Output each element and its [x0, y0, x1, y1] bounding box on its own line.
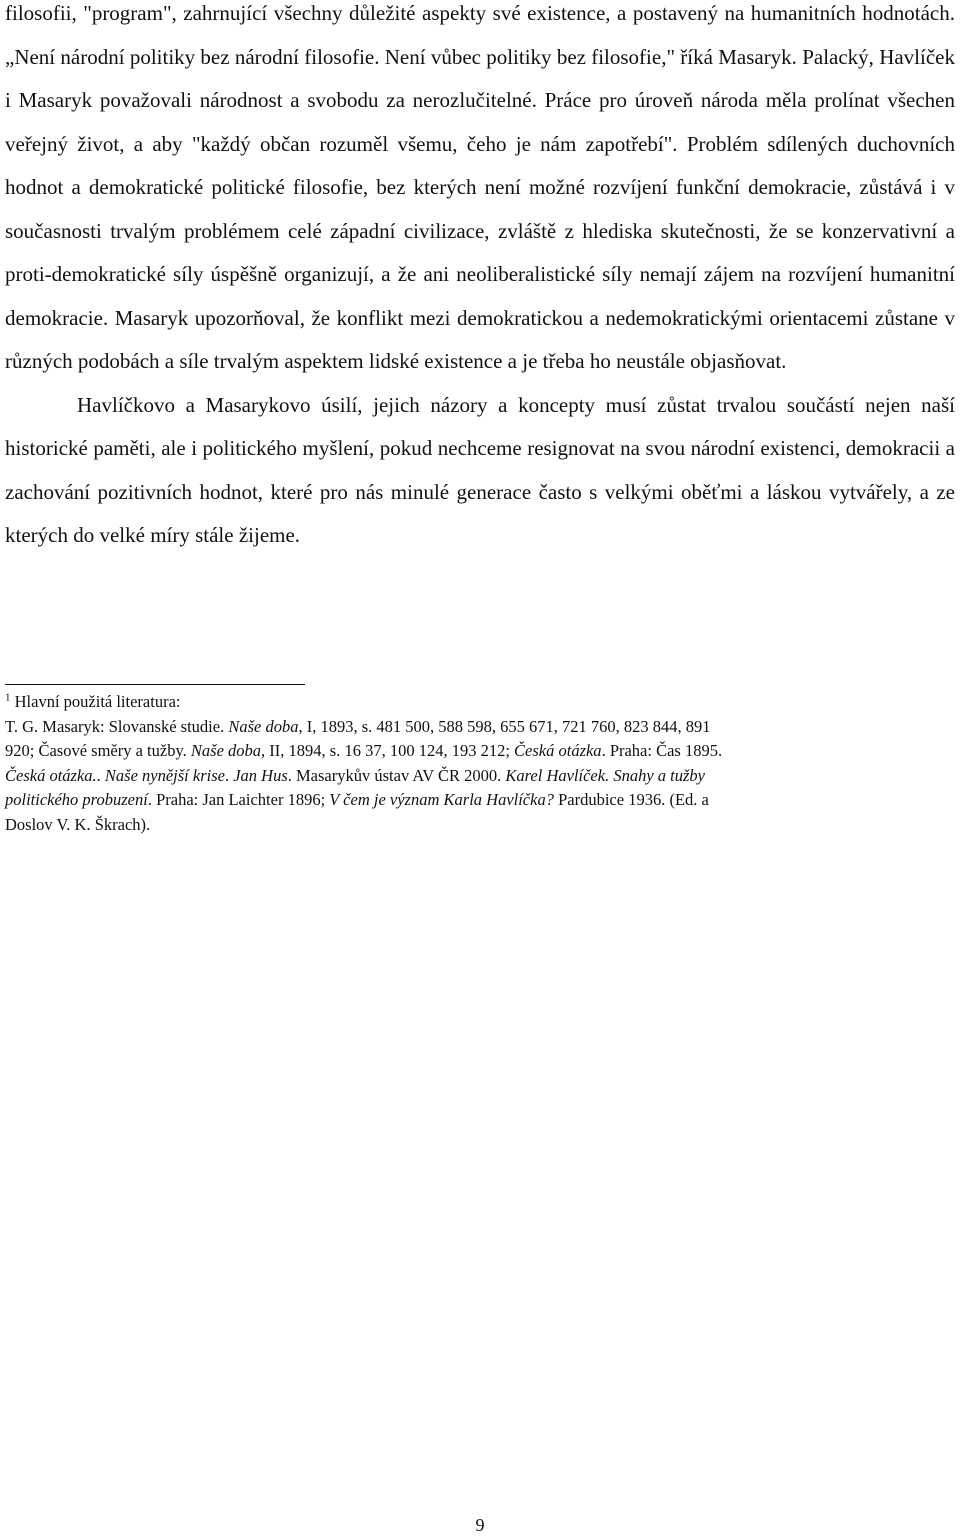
footnote-italic-title: Karel Havlíček. Snahy a tužby	[505, 765, 705, 785]
footnote-separator	[5, 684, 305, 685]
footnote-italic-title: Jan Hus	[233, 765, 288, 785]
body-paragraph-2: Havlíčkovo a Masarykovo úsilí, jejich názory a koncepty musí zůstat trvalou součástí nejen naší historické paměti, ale i politického myšlení, pokud nechceme resignovat na svou národní existenci, demokracii a zachování pozitivních hodnot, které pro nás minulé generace často s velkými oběťmi a láskou vytvářely, a ze kterých do velké míry stále žijeme.	[5, 392, 955, 547]
footnote-italic-title: Česká otázka.	[5, 765, 97, 785]
footnote-line-3	[5, 764, 935, 789]
footnote-text: .	[96, 765, 105, 785]
footnote-text: . Praha: Jan Laichter 1896;	[147, 790, 330, 809]
footnote-line-1	[5, 715, 935, 740]
body-paragraph-1: filosofii, "program", zahrnující všechny důležité aspekty své existence, a postavený na humanitních hodnotách. „Není národní politiky bez národní filosofie. Není vůbec politiky bez filosofie," říká Masaryk. Palacký, Havlíček i Masaryk považovali národnost a svobodu za nerozlučitelné. Práce pro úroveň národa měla prolínat všechen veřejný život, a aby "každý občan rozuměl všemu, čeho je nám zapotřebí". Problém sdílených duchovních hodnot a demokratické politické filosofie, bez kterých není možné rozvíjení funkční demokracie, zůstává i v současnosti trvalým problémem celé západní civilizace, zvláště z hlediska skutečnosti, že se konzervativní a proti-demokratické síly úspěšně organizují, a že ani neoliberalistické síly nemají zájem na rozvíjení humanitní demokracie. Masaryk upozorňoval, že konflikt mezi demokratickou a nedemokratickými orientacemi zůstane v různých podobách a síle trvalým aspektem lidské existence a je třeba ho neustále objasňovat.	[5, 1, 955, 373]
footnote-text: , I, 1893, s. 481 500, 588 598, 655 671, 721 760, 823 844, 891	[298, 716, 711, 736]
footnote-italic-title: Naše doba	[190, 741, 262, 760]
footnote-heading	[5, 690, 935, 715]
footnote-italic-title: Naše doba	[228, 716, 299, 736]
footnote-section	[5, 690, 935, 837]
footnote-line-5: Doslov V. K. Škrach).	[5, 814, 151, 834]
footnote-text: . Masarykův ústav AV ČR 2000.	[287, 765, 506, 785]
footnote-line-4	[5, 788, 935, 813]
footnote-line-2	[5, 739, 935, 764]
footnote-text: .	[224, 765, 234, 785]
document-page	[5, 0, 955, 558]
footnote-heading-text: Hlavní použitá literatura:	[14, 692, 181, 711]
footnote-text: . Praha: Čas 1895.	[601, 741, 723, 760]
footnote-text: , II, 1894, s. 16 37, 100 124, 193 212;	[261, 741, 515, 760]
footnote-text: T. G. Masaryk: Slovanské studie.	[5, 716, 229, 736]
footnote-italic-title: Česká otázka	[514, 741, 602, 760]
footnote-italic-title: V čem je význam Karla Havlíčka?	[329, 790, 554, 809]
footnote-marker: 1	[5, 691, 11, 704]
page-number: 9	[475, 1515, 485, 1535]
footnote-text: 920; Časové směry a tužby.	[5, 741, 191, 760]
footnote-italic-title: politického probuzení	[5, 790, 148, 809]
footnote-text: Pardubice 1936. (Ed. a	[553, 790, 709, 809]
footnote-italic-title: Naše nynější krise	[104, 765, 225, 785]
